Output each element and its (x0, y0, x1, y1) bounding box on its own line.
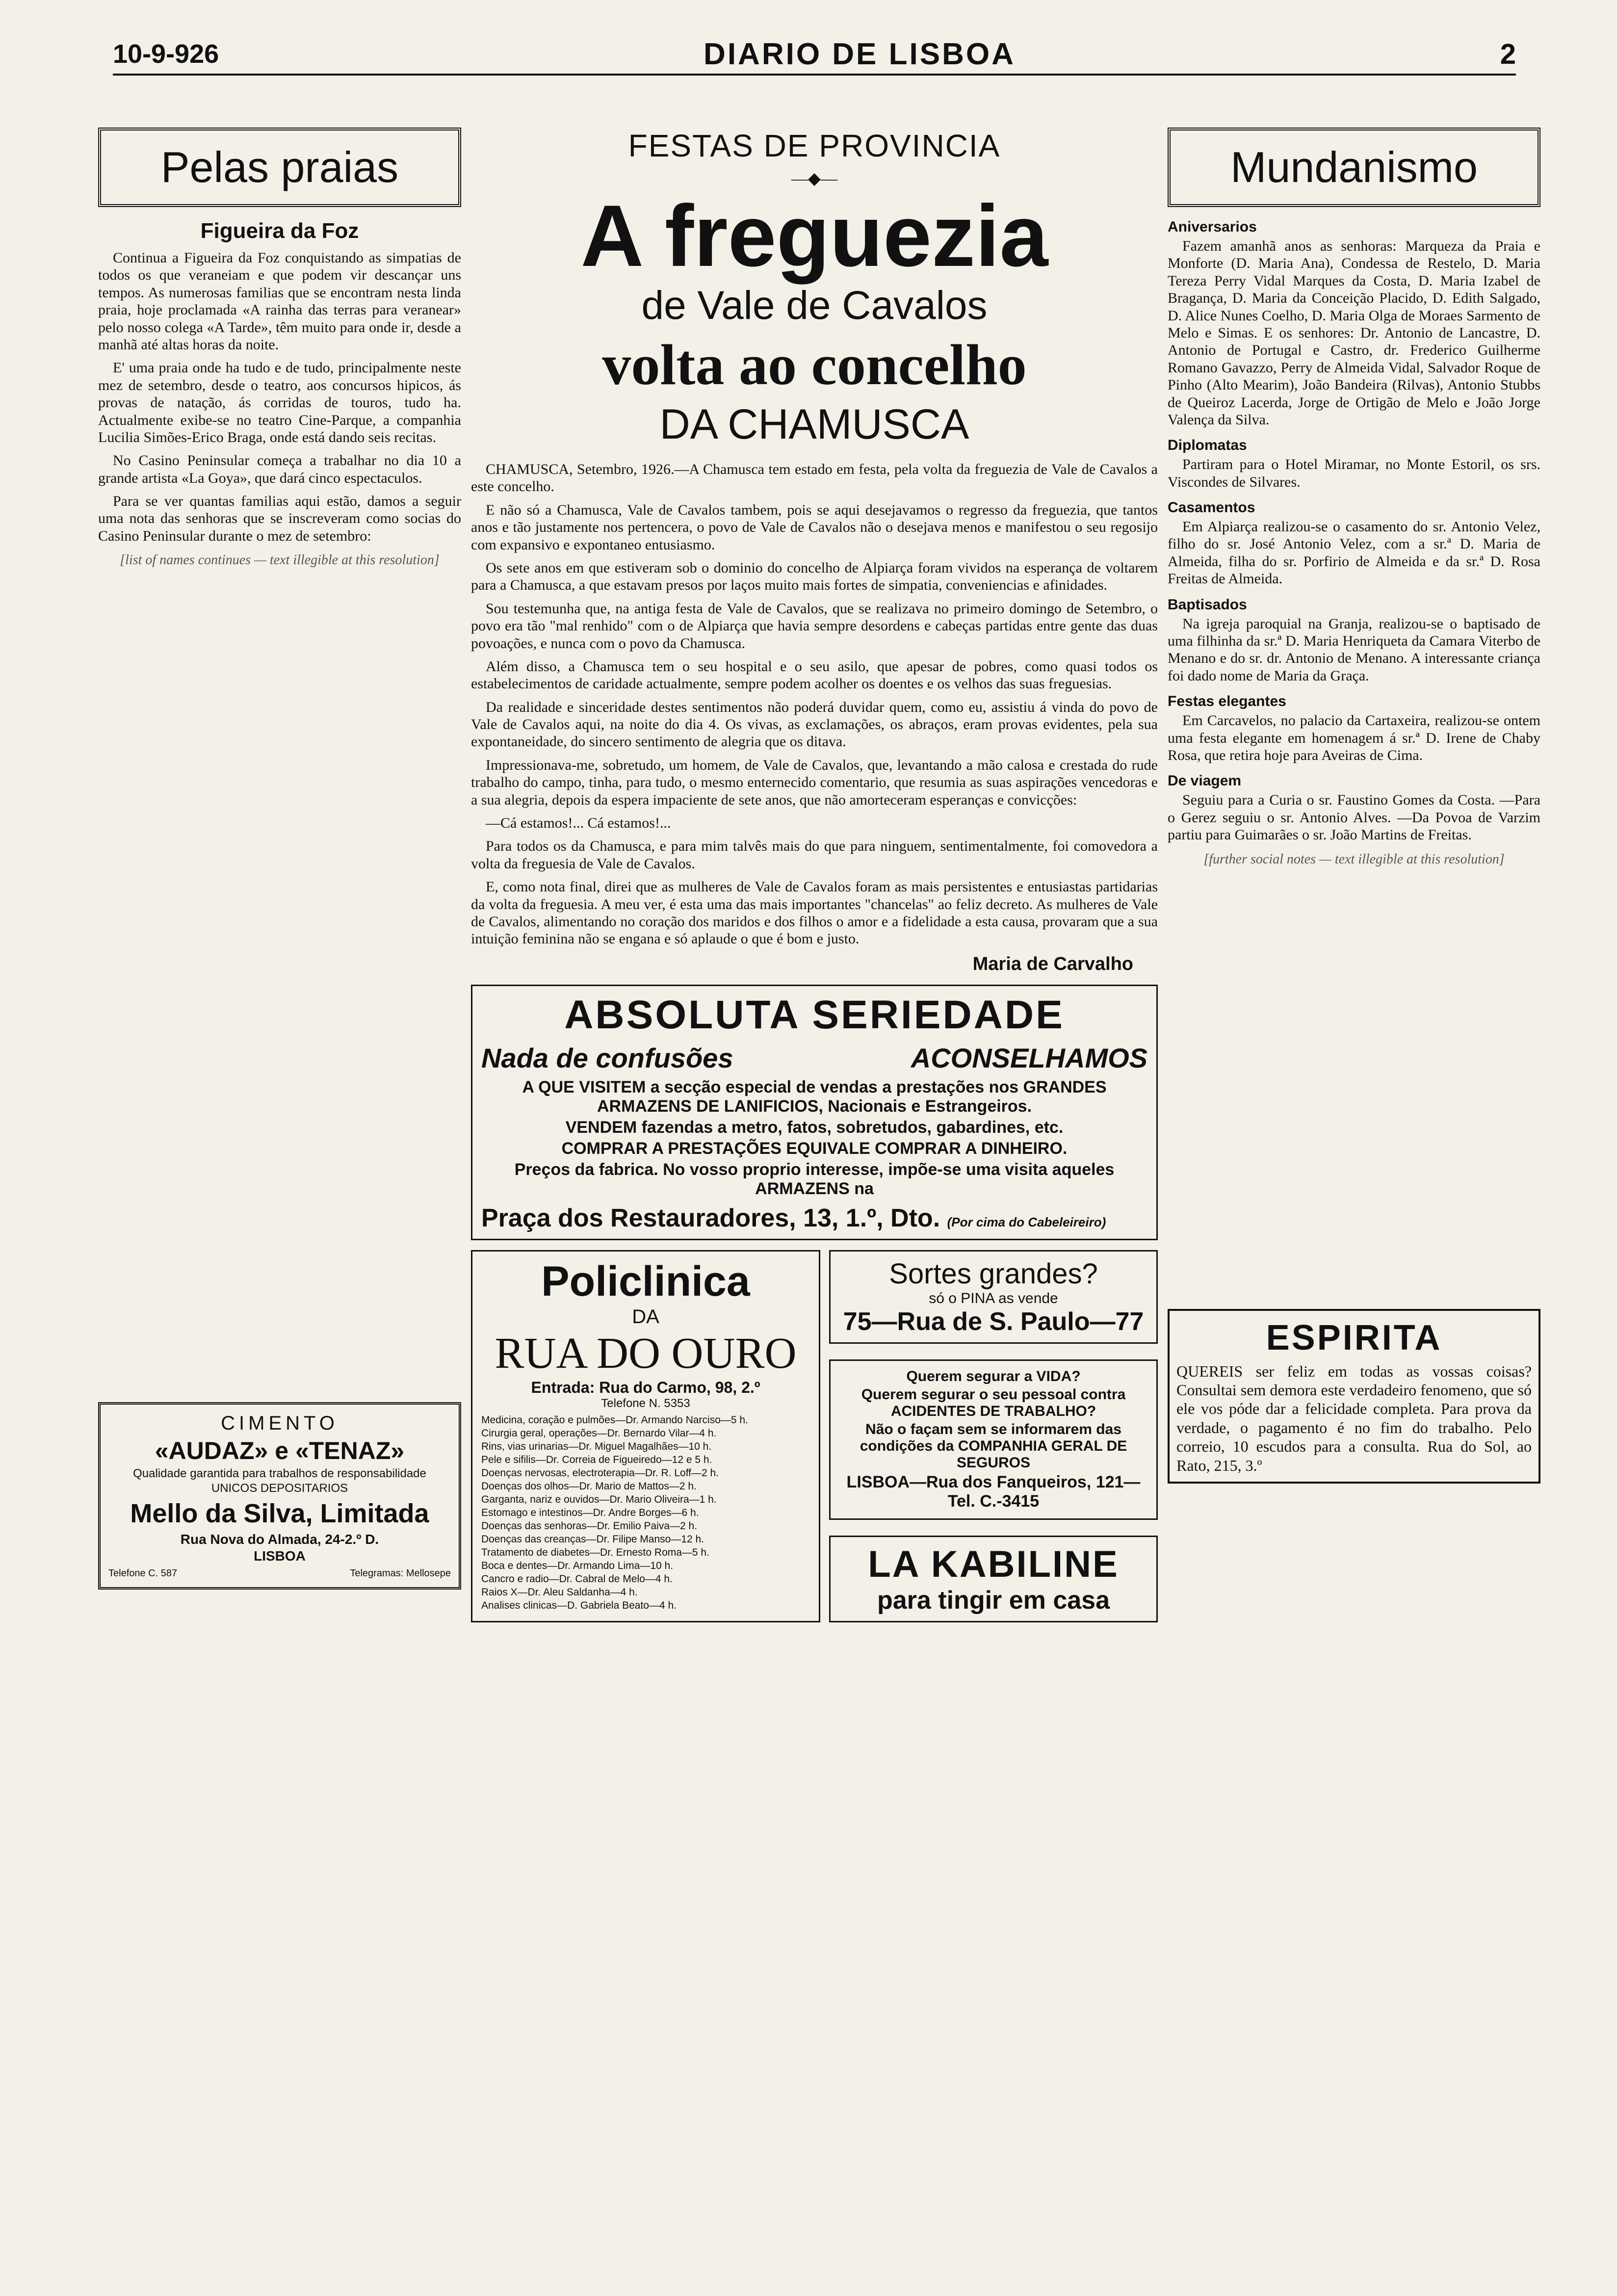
ad-contact-row (108, 1568, 451, 1579)
sortes-advertisement (829, 1250, 1158, 1344)
article-paragraph: Para todos os da Chamusca, e para mim talvês mais do que para ninguem, sentimentalmente, foi comovedora a volta da freguesia de Vale de Cavalos. (471, 838, 1158, 872)
ad-service-line: Tratamento de diabetes—Dr. Ernesto Roma—5 h. (481, 1546, 709, 1558)
ad-line: Querem segurar o seu pessoal contra ACIDENTES DE TRABALHO? (861, 1386, 1126, 1419)
section-text: Fazem amanhã anos as senhoras: Marqueza da Praia e Monforte (D. Maria Ana), Condessa de Restelo, D. Maria Tereza Perry Vidal Marques da Costa, D. Maria Izabel de Bragança, D. Maria da Conceição Placido, D. Edith Salgado, D. Alice Nunes Coelho, D. Maria Olga de Moraes Sarmento de Melo e Simas. E os senhores: Dr. Antonio de Lancastre, D. Antonio de Portugal e Castro, dr. Frederico Guilherme Romano Gavazzo, Perry de Almeida Vidal, Salvador Roque de Pinho (Alto Mearim), João Bandeira (Rilvas), Antonio Stubbs de Queiroz Lacerda, Jorge de Ortigão de Melo e João Jorge Valença da Silva. (1168, 238, 1540, 428)
kabiline-advertisement (829, 1536, 1158, 1622)
section-head: Diplomatas (1168, 437, 1247, 454)
ad-street: Rua Nova do Almada, 24-2.º D. (180, 1532, 379, 1547)
article-headline: A freguezia (580, 187, 1048, 285)
ad-entrance: Entrada: Rua do Carmo, 98, 2.º (531, 1378, 760, 1396)
section-title-pelas-praias: Pelas praias (98, 128, 461, 207)
ad-service-line: Cancro e radio—Dr. Cabral de Melo—4 h. (481, 1573, 673, 1585)
article-paragraph: CHAMUSCA, Setembro, 1926.—A Chamusca tem estado em festa, pela volta da freguezia de Vale de Cavalos a este concelho. (471, 461, 1158, 495)
section-head: De viagem (1168, 773, 1242, 789)
middle-column (471, 128, 1158, 1627)
ad-title: ESPIRITA (1266, 1318, 1442, 1357)
ad-brand: «AUDAZ» e «TENAZ» (155, 1437, 405, 1465)
ad-line: Preços da fabrica. No vosso proprio interesse, impõe-se uma visita aqueles ARMAZENS na (514, 1160, 1115, 1198)
article-paragraph: Da realidade e sinceridade destes sentimentos não poderá duvidar quem, como eu, assistiu á vinda do povo de Vale de Cavalos aqui, na noite do dia 4. Os vivas, as exclamações, os abraços, eram provas evidentes, pela sua expontaneidade, do sincero sentimento de alegria que os ditava. (471, 699, 1158, 750)
ad-line: Querem segurar a VIDA? (906, 1368, 1081, 1384)
ad-title: LA KABILINE (868, 1543, 1119, 1585)
ad-phone: Telefone N. 5353 (601, 1396, 690, 1410)
ad-slogan-right: ACONSELHAMOS (911, 1042, 1148, 1073)
ad-service-line: Doenças dos olhos—Dr. Mario de Mattos—2 h. (481, 1480, 697, 1492)
ad-phone: Telefone C. 587 (108, 1568, 178, 1579)
ad-service-line: Cirurgia geral, operações—Dr. Bernardo Vilar—4 h. (481, 1427, 717, 1439)
ad-tagline: Qualidade garantida para trabalhos de responsabilidade (133, 1467, 426, 1481)
left-column (98, 128, 461, 1590)
section-text: Em Carcavelos, no palacio da Cartaxeira, realizou-se ontem uma festa elegante em homenagem á sr.ª D. Irene de Chaby Rosa, que retira hoje para Aveiras de Cima. (1168, 712, 1540, 763)
ad-service-line: Rins, vias urinarias—Dr. Miguel Magalhães—10 h. (481, 1440, 712, 1452)
ad-title-street: RUA DO OURO (495, 1329, 797, 1378)
article-byline: Maria de Carvalho (972, 953, 1133, 974)
ad-service-line: Boca e dentes—Dr. Armando Lima—10 h. (481, 1560, 674, 1571)
ad-line: A QUE VISITEM a secção especial de vendas a prestações nos GRANDES ARMAZENS DE LANIFICIOS, Nacionais e Estrangeiros. (522, 1077, 1107, 1116)
ad-service-line: Medicina, coração e pulmões—Dr. Armando Narciso—5 h. (481, 1414, 748, 1426)
right-column (1168, 128, 1540, 1484)
ad-slogan-left: Nada de confusões (481, 1042, 733, 1073)
ad-body: QUEREIS ser feliz em todas as vossas coisas? Consultai sem demora este verdadeiro fenomeno, que só ele vos póde dar a felicidade completa. Para prova da verdade, o pagamento é no fim do trabalho. Pelo correio, 10 escudos para a consulta. Rua do Sol, ao Rato, 215, 3.º (1176, 1362, 1532, 1474)
article-paragraph: —Cá estamos!... Cá estamos!... (486, 815, 671, 832)
seriedade-advertisement (471, 985, 1158, 1240)
ad-subtitle: para tingir em casa (877, 1586, 1110, 1615)
article-paragraph: Para se ver quantas familias aqui estão, damos a seguir uma nota das senhoras que se inscreveram como socias do Casino Peninsular durante o mez de setembro: (98, 493, 461, 544)
ad-service-line: Garganta, nariz e ouvidos—Dr. Mario Oliveira—1 h. (481, 1493, 717, 1505)
article-paragraph: Impressionava-me, sobretudo, um homem, de Vale de Cavalos, que, levantando a mão calosa e crestada do rude trabalho do campo, tinha, para tudo, o mesmo enternecido comentario, que resumia as suas aspirações vencedoras e a sua alegria, depois da espera impaciente de sete anos, que não amorteceram esperanças e convicções: (471, 757, 1158, 808)
page-number: 2 (1500, 38, 1516, 70)
seguros-advertisement (829, 1359, 1158, 1520)
section-text: Seguiu para a Curia o sr. Faustino Gomes da Costa. —Para o Gerez seguiu o sr. Antonio Alves. —Da Povoa de Varzim partiu para Guimarães o sr. João Martins de Freitas. (1168, 792, 1540, 843)
ad-service-line: Doenças das senhoras—Dr. Emilio Paiva—2 h. (481, 1520, 698, 1532)
section-head: Baptisados (1168, 596, 1247, 613)
ad-service-line: Doenças nervosas, electroterapia—Dr. R. Loff—2 h. (481, 1467, 719, 1479)
advertisements-grid (471, 1245, 1158, 1627)
illegible-note: [list of names continues — text illegible at this resolution] (120, 552, 440, 568)
ad-address-text: Praça dos Restauradores, 13, 1.º, Dto. (481, 1203, 940, 1232)
ad-title-connector: DA (632, 1305, 659, 1328)
ad-service-line: Estomago e intestinos—Dr. Andre Borges—6 h. (481, 1507, 699, 1518)
ad-address-note: (Por cima do Cabeleireiro) (947, 1214, 1106, 1229)
ad-depositaries: UNICOS DEPOSITARIOS (211, 1482, 348, 1495)
section-text: Na igreja paroquial na Granja, realizou-se o baptisado de uma filhinha da sr.ª D. Maria Henriqueta da Camara Viterbo de Menano e do sr. dr. Antonio de Menano. A interessante criança foi dado nome de Maria da Graça. (1168, 615, 1540, 684)
ad-address (481, 1203, 1148, 1233)
article-paragraph: Os sete anos em que estiveram sob o dominio do concelho de Alpiarça foram vividos na esperança de voltarem para a Chamusca, a que estavam presos por laços muito mais fortes de simpatia, conveniencias e afinidades. (471, 559, 1158, 594)
ad-address: LISBOA—Rua dos Fanqueiros, 121—Tel. C.-3415 (846, 1472, 1141, 1511)
illegible-note: [further social notes — text illegible at this resolution] (1203, 851, 1505, 867)
newspaper-title: DIARIO DE LISBOA (704, 37, 1016, 71)
article-paragraph: E' uma praia onde ha tudo e de tudo, principalmente neste mez de setembro, desde o teatro, aos concursos hipicos, ás provas de natação, ás corridas de touros, tudo ha. Actualmente exibe-se no teatro Cine-Parque, a companhia Lucilia Simões-Erico Braga, onde está dando seis recitas. (98, 360, 461, 445)
ad-service-line: Analises clinicas—D. Gabriela Beato—4 h. (481, 1599, 677, 1611)
article-paragraph: E, como nota final, direi que as mulheres de Vale de Cavalos foram as mais persistentes e entusiastas partidarias da volta da freguesia. A meu ver, é esta uma das mais importantes "chancelas" ao feliz decreto. As mulheres de Vale de Cavalos, alimentando no coração dos maridos e dos filhos o amor e a fidelidade a esta causa, provaram que a sua intuição feminina não se engana e só aplaude o que é bom e justo. (471, 879, 1158, 947)
policlinica-advertisement (471, 1250, 820, 1622)
espirita-advertisement (1168, 1309, 1540, 1484)
article-deck-secondary: DA CHAMUSCA (659, 401, 969, 448)
masthead (113, 34, 1516, 76)
ad-line: VENDEM fazendas a metro, fatos, sobretudos, gabardines, etc. (565, 1118, 1064, 1137)
article-paragraph: E não só a Chamusca, Vale de Cavalos tambem, pois se aqui desejavamos o regresso da freguezia, que tantos anos e tão justamente nos pertencera, o povo de Vale de Cavalos não o desejava menos e manifestou o seu regosijo com expansivo e expontaneo entusiasmo. (471, 501, 1158, 553)
section-head: Aniversarios (1168, 219, 1257, 235)
ad-line: Não o façam sem se informarem das condições da COMPANHIA GERAL DE SEGUROS (860, 1421, 1127, 1471)
article-paragraph: Continua a Figueira da Foz conquistando as simpatias de todos os que veraneiam e que podem vir descançar uns tempos. As numerosas familias que se encontram nesta linda praia, hoje proclamada «A rainha das terras para veranear» pelo nosso colega «A Tarde», têm muito para onde ir, desde a manhã até altas horas da noite. (98, 250, 461, 353)
ad-title: CIMENTO (221, 1412, 339, 1435)
ad-address: 75—Rua de S. Paulo—77 (843, 1307, 1144, 1336)
article-headline-secondary: volta ao concelho (602, 333, 1027, 397)
article-deck: de Vale de Cavalos (641, 283, 988, 328)
cimento-advertisement (98, 1402, 461, 1590)
ad-title: Sortes grandes? (889, 1257, 1098, 1290)
ad-title: Policlinica (541, 1257, 750, 1305)
section-title-mundanismo: Mundanismo (1168, 128, 1540, 207)
section-head: Festas elegantes (1168, 693, 1286, 710)
right-advertisements (829, 1245, 1158, 1627)
article-paragraph: Além disso, a Chamusca tem o seu hospital e o seu asilo, que apesar de pobres, como quasi todos os estabelecimentos de caridade actualmente, sempre podem acolher os doentes e os velhos das suas freguesias. (471, 658, 1158, 692)
ad-service-line: Doenças das creanças—Dr. Filipe Manso—12 h. (481, 1533, 704, 1545)
ornament: —◆— (791, 170, 838, 188)
ad-telegrams: Telegramas: Mellosepe (350, 1568, 451, 1579)
ad-service-line: Raios X—Dr. Aleu Saldanha—4 h. (481, 1586, 638, 1598)
article-subhead: Figueira da Foz (200, 219, 359, 243)
ad-company: Mello da Silva, Limitada (130, 1499, 429, 1529)
section-text: Em Alpiarça realizou-se o casamento do sr. Antonio Velez, filho do sr. José Antonio Velez, com a sr.ª D. Maria de Almeida, filha do sr. Porfirio de Almeida e da sr.ª D. Rosa Freitas de Almeida. (1168, 519, 1540, 587)
ad-line: COMPRAR A PRESTAÇÕES EQUIVALE COMPRAR A DINHEIRO. (561, 1139, 1068, 1158)
ad-slogan-row (481, 1042, 1148, 1074)
issue-date: 10-9-926 (113, 39, 219, 69)
ad-service-line: Pele e sifilis—Dr. Correia de Figueiredo—12 e 5 h. (481, 1454, 712, 1465)
ad-subtitle: só o PINA as vende (929, 1290, 1058, 1306)
section-text: Partiram para o Hotel Miramar, no Monte Estoril, os srs. Viscondes de Silvares. (1168, 456, 1540, 490)
article-paragraph: Sou testemunha que, na antiga festa de Vale de Cavalos, que se realizava no primeiro domingo de Setembro, o povo era tão "mal renhido" com o de Alpiarça que havia sempre desordens e cabeças partidas entre gente das duas povoações, e nunca com o povo da Chamusca. (471, 600, 1158, 652)
ad-city: LISBOA (254, 1548, 306, 1564)
article-kicker: FESTAS DE PROVINCIA (628, 128, 1001, 163)
ad-title: ABSOLUTA SERIEDADE (564, 992, 1065, 1037)
article-paragraph: No Casino Peninsular começa a trabalhar no dia 10 a grande artista «La Goya», que dará cinco espectaculos. (98, 452, 461, 486)
section-head: Casamentos (1168, 499, 1255, 516)
